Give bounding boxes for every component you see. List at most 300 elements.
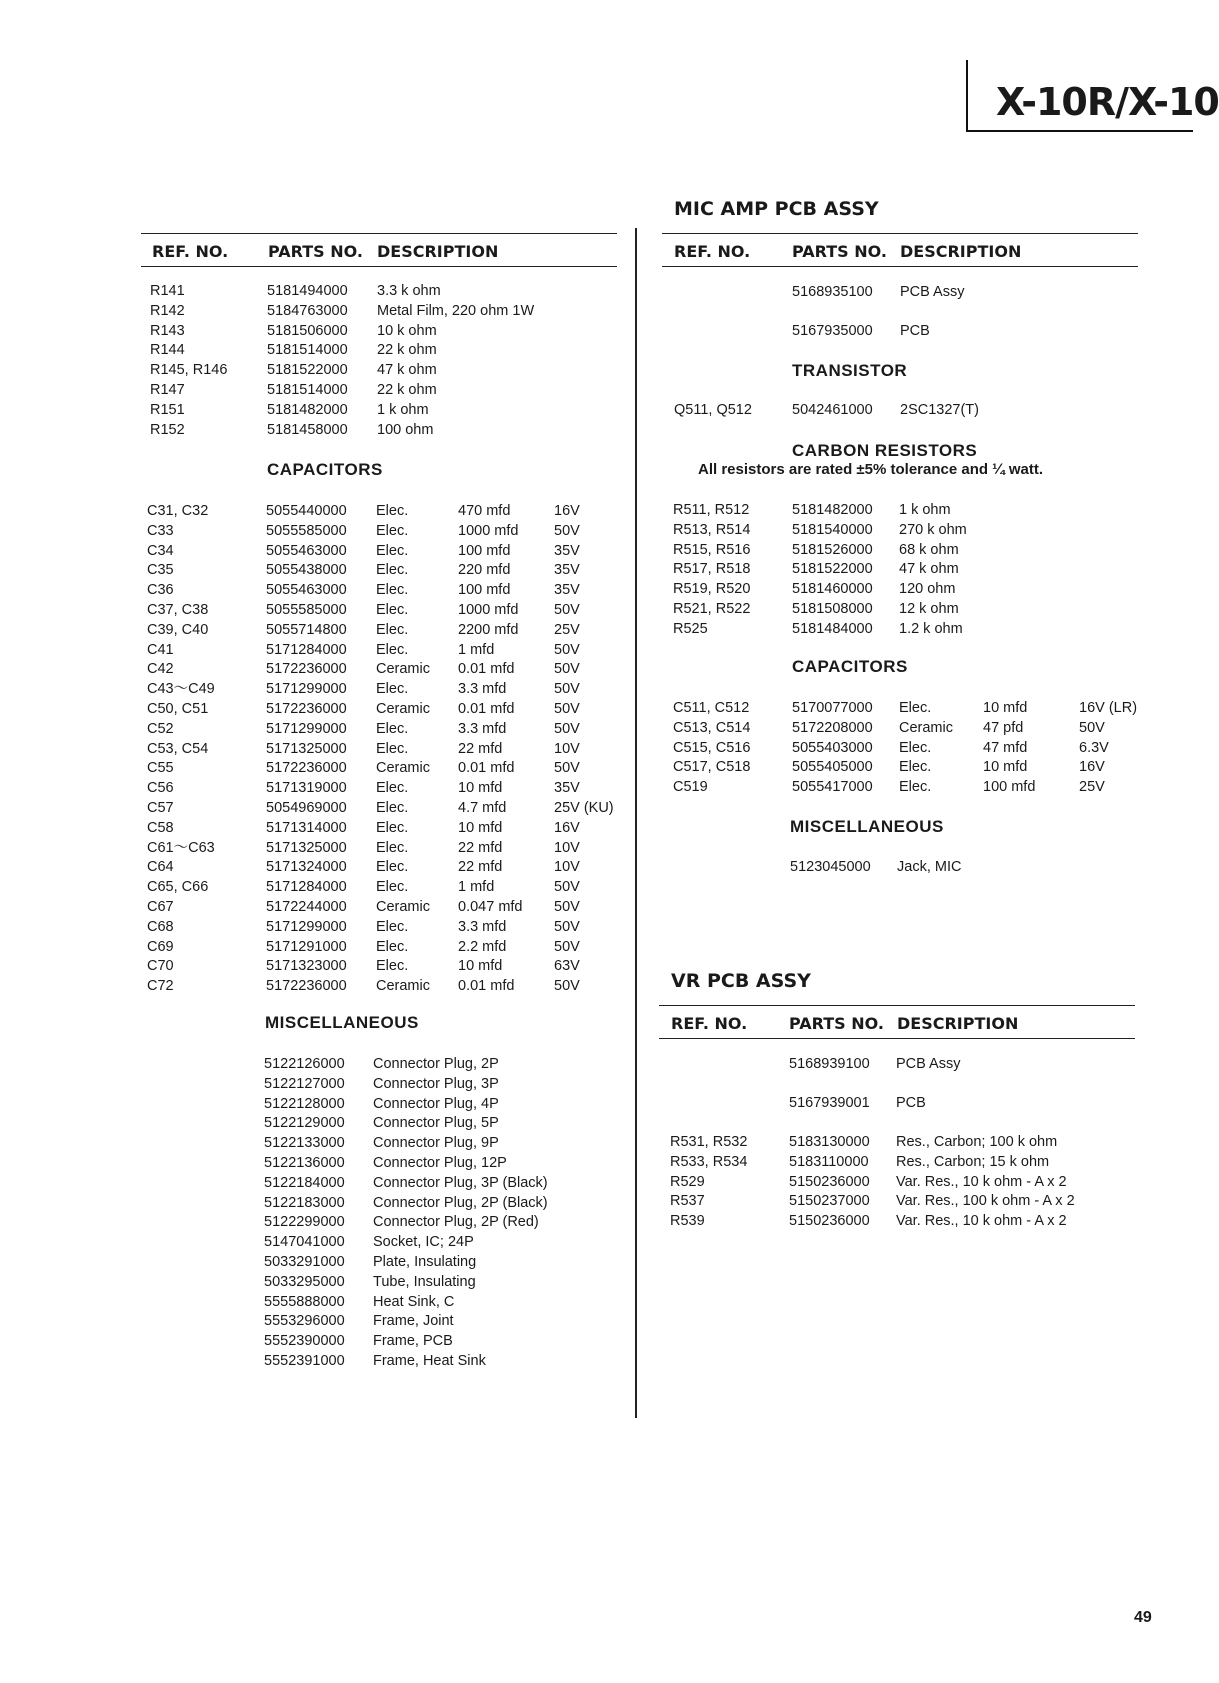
table-row	[264, 1273, 604, 1293]
page-number: 49	[1134, 1609, 1152, 1626]
table-row	[147, 601, 627, 621]
cap-voltage: 50V	[554, 681, 580, 698]
table-row	[147, 819, 627, 839]
ref-no: C64	[147, 859, 174, 876]
ref-no: R521, R522	[673, 600, 751, 617]
cap-value: 10 mfd	[458, 819, 503, 836]
part-no: 5181526000	[792, 541, 873, 558]
table-row	[147, 621, 627, 641]
cap-type: Elec.	[376, 582, 409, 599]
part-no: 5122133000	[264, 1135, 345, 1152]
table-row	[792, 283, 1092, 303]
cap-value: 4.7 mfd	[458, 799, 507, 816]
cap-voltage: 25V	[1079, 779, 1105, 796]
table-row	[147, 522, 627, 542]
cap-value: 1000 mfd	[458, 601, 519, 618]
part-no: 5553296000	[264, 1313, 345, 1330]
cap-value: 1 mfd	[458, 641, 495, 658]
description: Connector Plug, 3P (Black)	[373, 1174, 548, 1191]
part-no: 5181514000	[267, 381, 348, 398]
cap-type: Elec.	[899, 759, 932, 776]
cap-type: Elec.	[376, 681, 409, 698]
cap-voltage: 50V	[554, 641, 580, 658]
part-no: 5171325000	[266, 740, 347, 757]
part-no: 5122184000	[264, 1174, 345, 1191]
cap-voltage: 63V	[554, 958, 580, 975]
mic-header-parts: PARTS NO.	[792, 242, 887, 261]
table-row	[789, 1094, 1089, 1114]
cap-voltage: 16V	[1079, 759, 1105, 776]
cap-type: Elec.	[376, 918, 409, 935]
model-title: X-10R/X-10	[996, 80, 1219, 124]
description: 1 k ohm	[377, 401, 429, 418]
cap-value: 100 mfd	[458, 582, 511, 599]
ref-no: R144	[150, 342, 185, 359]
description: Jack, MIC	[897, 859, 962, 875]
cap-type: Elec.	[376, 859, 409, 876]
left-misc-heading: MISCELLANEOUS	[265, 1013, 419, 1032]
table-row	[264, 1075, 604, 1095]
table-row	[150, 401, 610, 421]
description: PCB	[900, 323, 930, 339]
cap-value: 1 mfd	[458, 879, 495, 896]
cap-voltage: 35V	[554, 542, 580, 559]
part-no: 5171314000	[266, 819, 347, 836]
part-no: 5150236000	[789, 1213, 870, 1230]
cap-type: Elec.	[376, 879, 409, 896]
table-row	[792, 322, 1092, 342]
part-no: 5181494000	[267, 283, 348, 299]
cap-type: Ceramic	[899, 719, 953, 736]
ref-no: C33	[147, 522, 174, 539]
ref-no: C37, C38	[147, 601, 209, 618]
mic-pcb-row	[792, 322, 1092, 342]
ref-no: C34	[147, 542, 174, 559]
part-no: 5170077000	[792, 700, 873, 716]
description: Socket, IC; 24P	[373, 1234, 474, 1251]
description: Frame, PCB	[373, 1333, 453, 1350]
ref-no: R141	[150, 283, 185, 299]
table-row	[670, 1133, 1140, 1153]
cap-type: Elec.	[376, 522, 409, 539]
cap-voltage: 50V	[554, 938, 580, 955]
cap-value: 0.01 mfd	[458, 760, 515, 777]
cap-value: 2200 mfd	[458, 621, 519, 638]
mic-misc-row	[790, 858, 1090, 878]
table-row	[147, 839, 627, 859]
part-no: 5055438000	[266, 562, 347, 579]
part-no: 5055405000	[792, 759, 873, 776]
ref-no: R519, R520	[673, 581, 751, 598]
ref-no: C511, C512	[673, 700, 750, 716]
part-no: 5172236000	[266, 760, 347, 777]
mic-header-ref: REF. NO.	[674, 242, 751, 261]
part-no: 5150237000	[789, 1193, 870, 1210]
ref-no: C52	[147, 720, 174, 737]
ref-no: C55	[147, 760, 174, 777]
mic-resistor-list	[673, 501, 1113, 640]
cap-type: Elec.	[376, 542, 409, 559]
cap-type: Ceramic	[376, 898, 430, 915]
cap-voltage: 25V	[554, 621, 580, 638]
description: Connector Plug, 2P (Red)	[373, 1214, 539, 1231]
table-row	[147, 799, 627, 819]
cap-type: Ceramic	[376, 760, 430, 777]
cap-voltage: 50V	[554, 879, 580, 896]
cap-value: 22 mfd	[458, 839, 503, 856]
description: Frame, Heat Sink	[373, 1352, 486, 1369]
left-capacitors-heading: CAPACITORS	[267, 460, 383, 479]
ref-no: R531, R532	[670, 1134, 748, 1150]
table-row	[673, 580, 1113, 600]
description: Metal Film, 220 ohm 1W	[377, 302, 535, 319]
table-row	[147, 700, 627, 720]
part-no: 5181522000	[792, 561, 873, 578]
part-no: 5172236000	[266, 978, 347, 995]
cap-voltage: 50V	[554, 978, 580, 995]
part-no: 5055417000	[792, 779, 873, 796]
ref-no: C517, C518	[673, 759, 751, 776]
ref-no: C41	[147, 641, 174, 658]
ref-no: R533, R534	[670, 1153, 748, 1170]
left-resistor-list	[150, 282, 610, 440]
vr-pcb-title: VR PCB ASSY	[671, 970, 811, 992]
part-no: 5171319000	[266, 780, 347, 797]
ref-no: C35	[147, 562, 174, 579]
description: Connector Plug, 4P	[373, 1095, 499, 1112]
table-row	[147, 641, 627, 661]
ref-no: C513, C514	[673, 719, 751, 736]
part-no: 5172236000	[266, 661, 347, 678]
vr-item-list	[670, 1133, 1140, 1232]
ref-no: C65, C66	[147, 879, 209, 896]
ref-no: C39, C40	[147, 621, 209, 638]
part-no: 5147041000	[264, 1234, 345, 1251]
table-row	[264, 1332, 604, 1352]
cap-voltage: 16V	[554, 503, 580, 519]
cap-value: 10 mfd	[458, 958, 503, 975]
cap-type: Elec.	[899, 700, 932, 716]
ref-no: R515, R516	[673, 541, 751, 558]
part-no: 5171284000	[266, 641, 347, 658]
part-no: 5168935100	[792, 284, 873, 300]
table-row	[147, 759, 627, 779]
table-row	[150, 302, 610, 322]
ref-no: R539	[670, 1213, 705, 1230]
table-row	[673, 521, 1113, 541]
description: Heat Sink, C	[373, 1293, 455, 1310]
description: Connector Plug, 9P	[373, 1135, 499, 1152]
table-row	[147, 660, 627, 680]
cap-value: 0.01 mfd	[458, 978, 515, 995]
part-no: 5181508000	[792, 600, 873, 617]
description: 12 k ohm	[899, 600, 959, 617]
cap-voltage: 35V	[554, 780, 580, 797]
vr-header-bottom-rule	[659, 1038, 1135, 1039]
part-no: 5150236000	[789, 1173, 870, 1190]
part-no: 5181522000	[267, 362, 348, 379]
table-row	[147, 878, 627, 898]
part-no: 5055585000	[266, 522, 347, 539]
ref-no: R145, R146	[150, 362, 228, 379]
table-row	[264, 1293, 604, 1313]
mic-transistor-row	[674, 401, 1094, 421]
mic-carbon-resistors-note: All resistors are rated ±5% tolerance and ¼ watt.	[698, 461, 1044, 478]
part-no: 5167935000	[792, 323, 873, 339]
table-row	[147, 918, 627, 938]
cap-voltage: 35V	[554, 562, 580, 579]
description: 3.3 k ohm	[377, 283, 441, 299]
description: PCB Assy	[900, 284, 965, 300]
part-no: 5183110000	[789, 1153, 869, 1170]
cap-value: 22 mfd	[458, 740, 503, 757]
part-no: 5181458000	[267, 421, 348, 438]
cap-type: Elec.	[376, 958, 409, 975]
table-row	[673, 739, 1173, 759]
table-row	[790, 858, 1090, 878]
cap-voltage: 50V	[554, 918, 580, 935]
part-no: 5181482000	[267, 401, 348, 418]
part-no: 5042461000	[792, 402, 873, 418]
table-row	[147, 898, 627, 918]
vr-header-ref: REF. NO.	[671, 1014, 748, 1033]
mic-capacitor-list	[673, 699, 1173, 798]
cap-voltage: 10V	[554, 839, 580, 856]
table-row	[147, 740, 627, 760]
description: 10 k ohm	[377, 322, 437, 339]
part-no: 5171299000	[266, 681, 347, 698]
ref-no: C53, C54	[147, 740, 209, 757]
mic-amp-title: MIC AMP PCB ASSY	[674, 198, 879, 220]
cap-voltage: 50V	[554, 601, 580, 618]
part-no: 5171291000	[266, 938, 347, 955]
part-no: 5183130000	[789, 1134, 870, 1150]
ref-no: C61～C63	[147, 839, 215, 856]
description: Var. Res., 100 k ohm - A x 2	[896, 1193, 1075, 1210]
part-no: 5122126000	[264, 1056, 345, 1072]
table-row	[264, 1233, 604, 1253]
part-no: 5055403000	[792, 739, 873, 756]
part-no: 5033295000	[264, 1273, 345, 1290]
description: 2SC1327(T)	[900, 402, 979, 418]
description: 47 k ohm	[899, 561, 959, 578]
part-no: 5055463000	[266, 542, 347, 559]
cap-type: Elec.	[899, 739, 932, 756]
cap-value: 47 pfd	[983, 719, 1024, 736]
cap-type: Elec.	[376, 799, 409, 816]
cap-voltage: 16V	[554, 819, 580, 836]
cap-type: Elec.	[376, 720, 409, 737]
part-no: 5033291000	[264, 1253, 345, 1270]
table-row	[147, 542, 627, 562]
ref-no: R142	[150, 302, 185, 319]
cap-voltage: 50V	[554, 720, 580, 737]
cap-voltage: 50V	[554, 760, 580, 777]
ref-no: C519	[673, 779, 708, 796]
description: 68 k ohm	[899, 541, 959, 558]
part-no: 5181506000	[267, 322, 348, 339]
cap-type: Ceramic	[376, 661, 430, 678]
left-capacitor-list	[147, 502, 627, 997]
table-row	[673, 620, 1113, 640]
part-no: 5122183000	[264, 1194, 345, 1211]
ref-no: R517, R518	[673, 561, 751, 578]
table-row	[670, 1153, 1140, 1173]
description: 1 k ohm	[899, 502, 951, 518]
ref-no: C515, C516	[673, 739, 751, 756]
part-no: 5172236000	[266, 700, 347, 717]
description: 120 ohm	[899, 581, 956, 598]
mic-capacitors-heading: CAPACITORS	[792, 657, 908, 676]
ref-no: R152	[150, 421, 185, 438]
vr-header-top-rule	[659, 1005, 1135, 1006]
part-no: 5181484000	[792, 620, 873, 637]
table-row	[673, 541, 1113, 561]
vr-header-desc: DESCRIPTION	[897, 1014, 1019, 1033]
description: Var. Res., 10 k ohm - A x 2	[896, 1213, 1067, 1230]
table-row	[673, 719, 1173, 739]
mic-pcb-assy-row	[792, 283, 1092, 303]
table-row	[150, 421, 610, 441]
description: Connector Plug, 2P	[373, 1056, 499, 1072]
table-row	[673, 699, 1173, 719]
description: 47 k ohm	[377, 362, 437, 379]
mic-transistor-heading: TRANSISTOR	[792, 361, 908, 380]
cap-voltage: 50V	[554, 661, 580, 678]
cap-voltage: 50V	[554, 522, 580, 539]
cap-type: Elec.	[376, 740, 409, 757]
mic-header-desc: DESCRIPTION	[900, 242, 1022, 261]
cap-value: 10 mfd	[458, 780, 503, 797]
part-no: 5122299000	[264, 1214, 345, 1231]
ref-no: C68	[147, 918, 174, 935]
part-no: 5171324000	[266, 859, 347, 876]
cap-value: 100 mfd	[983, 779, 1036, 796]
cap-value: 10 mfd	[983, 759, 1028, 776]
description: Frame, Joint	[373, 1313, 454, 1330]
cap-type: Elec.	[376, 562, 409, 579]
description: Tube, Insulating	[373, 1273, 476, 1290]
description: PCB Assy	[896, 1056, 961, 1072]
column-divider	[635, 228, 637, 1418]
description: Var. Res., 10 k ohm - A x 2	[896, 1173, 1067, 1190]
description: Res., Carbon; 15 k ohm	[896, 1153, 1050, 1170]
mic-header-top-rule	[662, 233, 1138, 234]
cap-value: 3.3 mfd	[458, 918, 507, 935]
cap-type: Elec.	[376, 503, 409, 519]
table-row	[670, 1212, 1140, 1232]
ref-no: R143	[150, 322, 185, 339]
table-row	[150, 282, 610, 302]
table-row	[673, 778, 1173, 798]
table-row	[674, 401, 1094, 421]
table-row	[670, 1173, 1140, 1193]
table-row	[147, 502, 627, 522]
table-row	[673, 758, 1173, 778]
part-no: 5122136000	[264, 1154, 345, 1171]
table-row	[264, 1154, 604, 1174]
ref-no: C43～C49	[147, 681, 215, 698]
cap-voltage: 50V	[554, 700, 580, 717]
part-no: 5552390000	[264, 1333, 345, 1350]
part-no: 5172244000	[266, 898, 347, 915]
table-row	[670, 1192, 1140, 1212]
cap-type: Ceramic	[376, 978, 430, 995]
ref-no: C69	[147, 938, 174, 955]
ref-no: Q511, Q512	[674, 402, 752, 418]
part-no: 5171323000	[266, 958, 347, 975]
part-no: 5181540000	[792, 521, 873, 538]
cap-voltage: 10V	[554, 859, 580, 876]
table-row	[150, 322, 610, 342]
part-no: 5172208000	[792, 719, 873, 736]
part-no: 5122127000	[264, 1075, 345, 1092]
table-row	[673, 560, 1113, 580]
cap-voltage: 25V (KU)	[554, 799, 614, 816]
cap-value: 470 mfd	[458, 503, 511, 519]
table-row	[264, 1352, 604, 1372]
part-no: 5122128000	[264, 1095, 345, 1112]
part-no: 5181460000	[792, 581, 873, 598]
cap-value: 3.3 mfd	[458, 720, 507, 737]
description: 270 k ohm	[899, 521, 967, 538]
ref-no: C36	[147, 582, 174, 599]
cap-type: Elec.	[376, 601, 409, 618]
part-no: 5555888000	[264, 1293, 345, 1310]
cap-voltage: 10V	[554, 740, 580, 757]
cap-type: Elec.	[899, 779, 932, 796]
part-no: 5055714800	[266, 621, 347, 638]
part-no: 5171299000	[266, 918, 347, 935]
description: 22 k ohm	[377, 381, 437, 398]
table-row	[264, 1055, 604, 1075]
cap-voltage: 16V (LR)	[1079, 700, 1138, 716]
left-header-desc: DESCRIPTION	[377, 242, 499, 261]
cap-voltage: 50V	[1079, 719, 1105, 736]
left-header-top-rule	[141, 233, 617, 234]
cap-value: 0.01 mfd	[458, 661, 515, 678]
ref-no: R147	[150, 381, 185, 398]
part-no: 5122129000	[264, 1115, 345, 1132]
table-row	[789, 1055, 1089, 1075]
description: PCB	[896, 1095, 926, 1111]
part-no: 5552391000	[264, 1352, 345, 1369]
cap-value: 10 mfd	[983, 700, 1028, 716]
cap-type: Elec.	[376, 621, 409, 638]
left-misc-list	[264, 1055, 604, 1372]
cap-value: 220 mfd	[458, 562, 511, 579]
description: 1.2 k ohm	[899, 620, 963, 637]
ref-no: R529	[670, 1173, 705, 1190]
cap-voltage: 6.3V	[1079, 739, 1109, 756]
table-row	[264, 1253, 604, 1273]
left-header-ref: REF. NO.	[152, 242, 229, 261]
part-no: 5054969000	[266, 799, 347, 816]
part-no: 5171284000	[266, 879, 347, 896]
part-no: 5181482000	[792, 502, 873, 518]
table-row	[264, 1114, 604, 1134]
cap-value: 3.3 mfd	[458, 681, 507, 698]
ref-no: C58	[147, 819, 174, 836]
cap-value: 1000 mfd	[458, 522, 519, 539]
table-row	[147, 581, 627, 601]
cap-type: Elec.	[376, 641, 409, 658]
cap-value: 0.047 mfd	[458, 898, 523, 915]
table-row	[147, 957, 627, 977]
table-row	[673, 600, 1113, 620]
part-no: 5055440000	[266, 503, 347, 519]
cap-voltage: 35V	[554, 582, 580, 599]
